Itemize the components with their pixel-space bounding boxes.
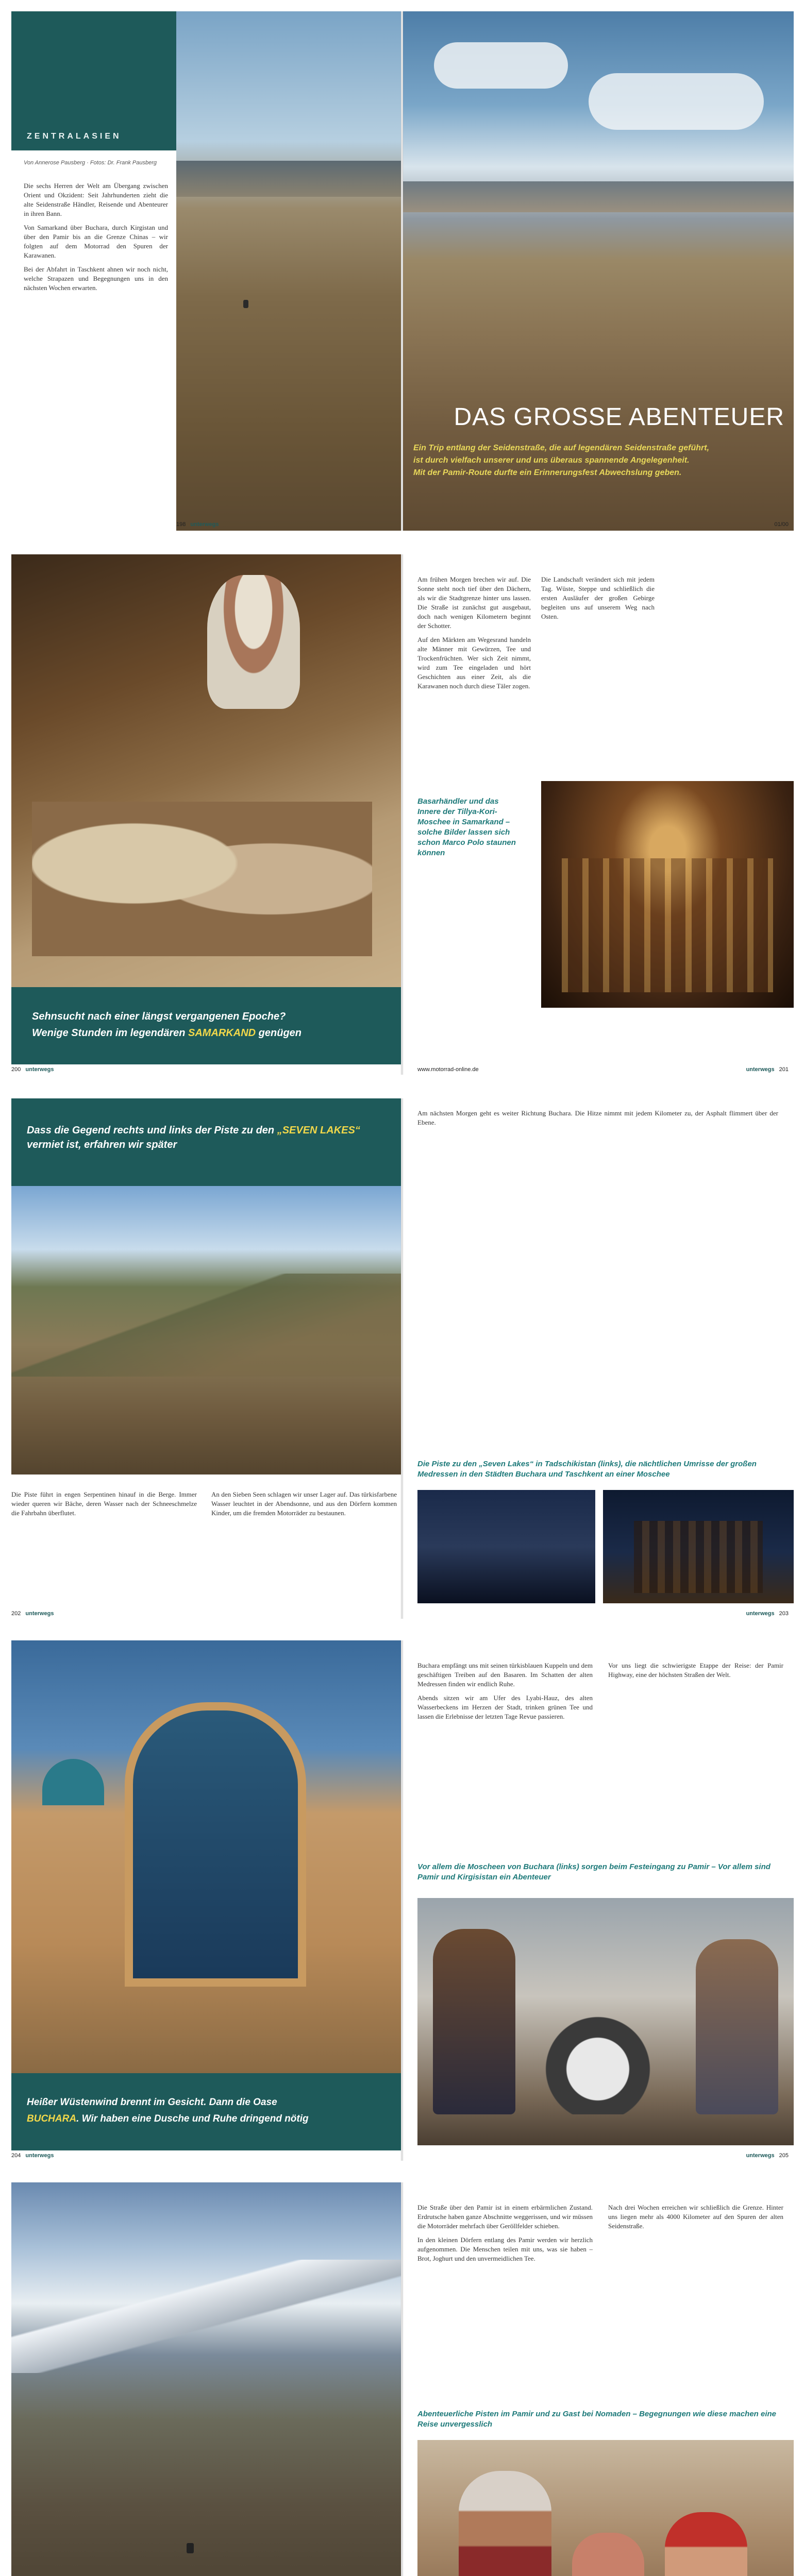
- spread-5: [0, 2182, 804, 2576]
- body-paragraph: Am nächsten Morgen geht es weiter Richtung Buchara. Die Hitze nimmt mit jedem Kilometer zu, der Asphalt flimmert über der Ebene.: [417, 1109, 778, 1126]
- headline-highlight: „SEVEN LAKES“: [277, 1125, 360, 1136]
- subtitle-line-2: ist durch vielfach unserer und uns überaus spannende Angelegenheit.: [413, 456, 690, 465]
- people-group-right: [696, 1939, 778, 2114]
- body-column-right: [417, 1109, 778, 1132]
- image-caption: Basarhändler und das Innere der Tillya-Kori-Moschee in Samarkand – solche Bilder lassen sich schon Marco Polo staunen können: [417, 797, 516, 857]
- intro-paragraph-3: Bei der Abfahrt in Taschkent ahnen wir noch nicht, welche Strapazen und Begegnungen uns in den nächsten Wochen erwarten.: [24, 265, 168, 292]
- intro-text: [24, 181, 168, 297]
- page-footer-right: [774, 521, 789, 528]
- website: www.motorrad-online.de: [417, 1066, 479, 1073]
- image-caption: Vor allem die Moscheen von Buchara (links) sorgen beim Festeingang zu Pamir – Vor allem sind Pamir und Kirgisistan ein Abenteuer: [417, 1862, 770, 1882]
- body-column-1: [417, 575, 531, 696]
- page-footer-right: [746, 1066, 789, 1073]
- issue-number: 01/00: [774, 521, 789, 528]
- dome: [42, 1759, 104, 1805]
- gutter: [401, 2182, 403, 2576]
- headline: [27, 1123, 388, 1152]
- page-number-right: 205: [779, 2153, 789, 2159]
- nomad-family-photo: [417, 2440, 794, 2576]
- intro-paragraph-2: Von Samarkand über Buchara, durch Kirgistan und über den Pamir bis an die Grenze Chinas – wir folgten auf dem Motorrad den Spuren der Karawanen.: [24, 224, 168, 259]
- spread-4: [0, 1640, 804, 2161]
- body-column-2: [541, 575, 655, 626]
- portal-arch: [125, 1702, 306, 1987]
- banner-line-2-pre: Wenige Stunden im legendären: [32, 1027, 189, 1039]
- magazine-brand: unterwegs: [25, 1611, 54, 1617]
- page-footer-left: [11, 1066, 54, 1073]
- oasis-banner: [11, 2073, 401, 2150]
- spread-2: [0, 554, 804, 1075]
- motorcyclist-figure: [243, 300, 248, 308]
- article-subtitle: [413, 442, 774, 479]
- woman-figure: [459, 2471, 551, 2576]
- section-label: [11, 11, 176, 150]
- page-footer-right: [746, 2153, 789, 2159]
- body-column-1: [417, 2203, 593, 2268]
- body-column-2: [608, 1661, 783, 1684]
- spread-3: [0, 1098, 804, 1619]
- gutter: [401, 554, 403, 1075]
- body-paragraph: Vor uns liegt die schwierigste Etappe der Reise: der Pamir Highway, eine der höchsten Straßen der Welt.: [608, 1662, 783, 1679]
- byline: Von Annerose Pausberg · Fotos: Dr. Frank Pausberg: [24, 160, 157, 166]
- page-number-right: 201: [779, 1066, 789, 1073]
- body-paragraph: Auf den Märkten am Wegesrand handeln alte Männer mit Gewürzen, Tee und Trockenfrüchten. Wer sich Zeit nimmt, wird zum Tee eingeladen und hört Geschichten aus einer Zeit, als die Karawanen noch durch diese Täler zogen.: [417, 636, 531, 690]
- banner-highlight: SAMARKAND: [188, 1027, 256, 1039]
- gutter: [401, 1640, 403, 2161]
- motorcycle-locals-photo: [417, 1898, 794, 2145]
- headline-post: vermiet ist, erfahren wir später: [27, 1139, 177, 1150]
- section-label-text: ZENTRALASIEN: [27, 132, 122, 141]
- buchara-medressa-photo: [11, 1640, 401, 2073]
- body-paragraph: Die Landschaft verändert sich mit jedem Tag. Wüste, Steppe und schließlich die ersten Ausläufer der großen Gebirge begleiten uns auf unserem Weg nach Osten.: [541, 575, 655, 620]
- mosque-interior-photo: [541, 781, 794, 1008]
- magazine-brand: unterwegs: [746, 1611, 775, 1617]
- intro-paragraph-1: Die sechs Herren der Welt am Übergang zwischen Orient und Okzident: Seit Jahrhunderten zieht die alte Seidenstraße Händler, Reisende und Abenteurer in ihren Bann.: [24, 182, 168, 217]
- subtitle-line-1: Ein Trip entlang der Seidenstraße, die auf legendären Seidenstraße geführt,: [413, 444, 710, 452]
- magazine-brand: unterwegs: [25, 1066, 54, 1073]
- child-figure: [572, 2533, 644, 2576]
- people-group: [433, 1929, 515, 2114]
- article-title: DAS GROSSE ABENTEUER: [454, 403, 784, 431]
- magazine-brand: unterwegs: [746, 2153, 775, 2159]
- headline-pre: Dass die Gegend rechts und links der Piste zu den: [27, 1125, 277, 1136]
- page-number-left: 198: [176, 521, 186, 528]
- magazine-brand: unterwegs: [746, 1066, 775, 1073]
- magazine-brand: unterwegs: [190, 521, 219, 528]
- body-paragraph: Die Piste führt in engen Serpentinen hinauf in die Berge. Immer wieder queren wir Bäche, deren Wasser nach der Schneeschmelze die Fahrbahn überflutet.: [11, 1490, 197, 1517]
- body-paragraph: Nach drei Wochen erreichen wir schließlich die Grenze. Hinter uns liegen mehr als 4000 Kilometer auf den Spuren der alten Seidenstraße.: [608, 2204, 783, 2230]
- road-rider: [187, 2543, 194, 2553]
- bazaar-photo: [11, 554, 401, 987]
- gutter: [401, 1098, 403, 1619]
- body-column-1: [417, 1661, 593, 1726]
- page-footer-left: [176, 521, 219, 528]
- body-paragraph: Abends sitzen wir am Ufer des Lyabi-Hauz, des alten Wasserbeckens im Herzen der Stadt, trinken grünen Tee und lassen die Erlebnisse der letzten Tage Revue passieren.: [417, 1694, 593, 1720]
- image-caption: Abenteuerliche Pisten im Pamir und zu Gast bei Nomaden – Begegnungen wie diese machen eine Reise unvergesslich: [417, 2410, 777, 2429]
- page-number-right: 203: [779, 1611, 789, 1617]
- page-number-left: 204: [11, 2153, 21, 2159]
- medressa-night-photo: [603, 1490, 794, 1603]
- body-column-left-2: [211, 1490, 397, 1522]
- old-man-figure: [207, 575, 300, 709]
- body-paragraph: In den kleinen Dörfern entlang des Pamir werden wir herzlich aufgenommen. Die Menschen teilen mit uns, was sie haben – Brot, Joghurt und den unvermeidlichen Tee.: [417, 2236, 593, 2262]
- image-caption: Die Piste zu den „Seven Lakes“ in Tadschikistan (links), die nächtlichen Umrisse der großen Medressen in den Städten Buchara und Taschkent an einer Moschee: [417, 1460, 757, 1479]
- motorcycle: [521, 2001, 675, 2114]
- hero-photo-left-strip: [176, 11, 401, 531]
- body-paragraph: Buchara empfängt uns mit seinen türkisblauen Kuppeln und dem geschäftigen Treiben auf den Basaren. Im Schatten der alten Medressen finden wir endlich Ruhe.: [417, 1662, 593, 1688]
- lake-dusk-photo: [417, 1490, 595, 1603]
- page-number-left: 202: [11, 1611, 21, 1617]
- pamir-mountains-photo: [11, 2182, 401, 2576]
- body-column-left: [11, 1490, 197, 1522]
- body-paragraph: Die Straße über den Pamir ist in einem erbärmlichen Zustand. Erdrutsche haben ganze Abschnitte weggerissen, und wir müssen die Motorräder mehrfach über Geröllfelder schieben.: [417, 2204, 593, 2230]
- banner-line-2-post: genügen: [256, 1027, 302, 1039]
- spread-1: [0, 11, 804, 531]
- bazaar-banner: [11, 987, 401, 1064]
- banner-line-1: Heißer Wüstenwind brennt im Gesicht. Dann die Oase: [27, 2097, 277, 2108]
- page-footer-left: [11, 1611, 54, 1617]
- banner-line-1: Sehnsucht nach einer längst vergangenen Epoche?: [32, 1011, 286, 1022]
- mountain-piste-photo: [11, 1186, 401, 1475]
- hero-photo-right: [403, 11, 794, 531]
- snow-peaks: [11, 2260, 401, 2373]
- page-number-left: 200: [11, 1066, 21, 1073]
- banner-line-2: [32, 1027, 301, 1039]
- banner-highlight: BUCHARA: [27, 2113, 77, 2124]
- body-column-2: [608, 2203, 783, 2235]
- banner-line-2: [27, 2113, 309, 2125]
- banner-line-2-post: . Wir haben eine Dusche und Ruhe dringend nötig: [76, 2113, 309, 2124]
- headline-band: [11, 1098, 401, 1186]
- child-figure-right: [665, 2512, 747, 2576]
- left-teal-panel: [11, 11, 176, 531]
- body-paragraph: An den Sieben Seen schlagen wir unser Lager auf. Das türkisfarbene Wasser leuchtet in der Abendsonne, und aus den Dörfern kommen Kinder, um die fremden Motorräder zu bestaunen.: [211, 1490, 397, 1517]
- magazine-brand: unterwegs: [25, 2153, 54, 2159]
- subtitle-line-3: Mit der Pamir-Route durfte ein Erinnerungsfest Abwechslung geben.: [413, 468, 682, 477]
- page-footer-right: [746, 1611, 789, 1617]
- sacks: [32, 802, 372, 956]
- body-paragraph: Am frühen Morgen brechen wir auf. Die Sonne steht noch tief über den Dächern, als wir die Stadtgrenze hinter uns lassen. Die Straße ist zunächst gut ausgebaut, doch nach wenigen Kilometern beginnt der Schotter.: [417, 575, 531, 630]
- page-footer-left: [11, 2153, 54, 2159]
